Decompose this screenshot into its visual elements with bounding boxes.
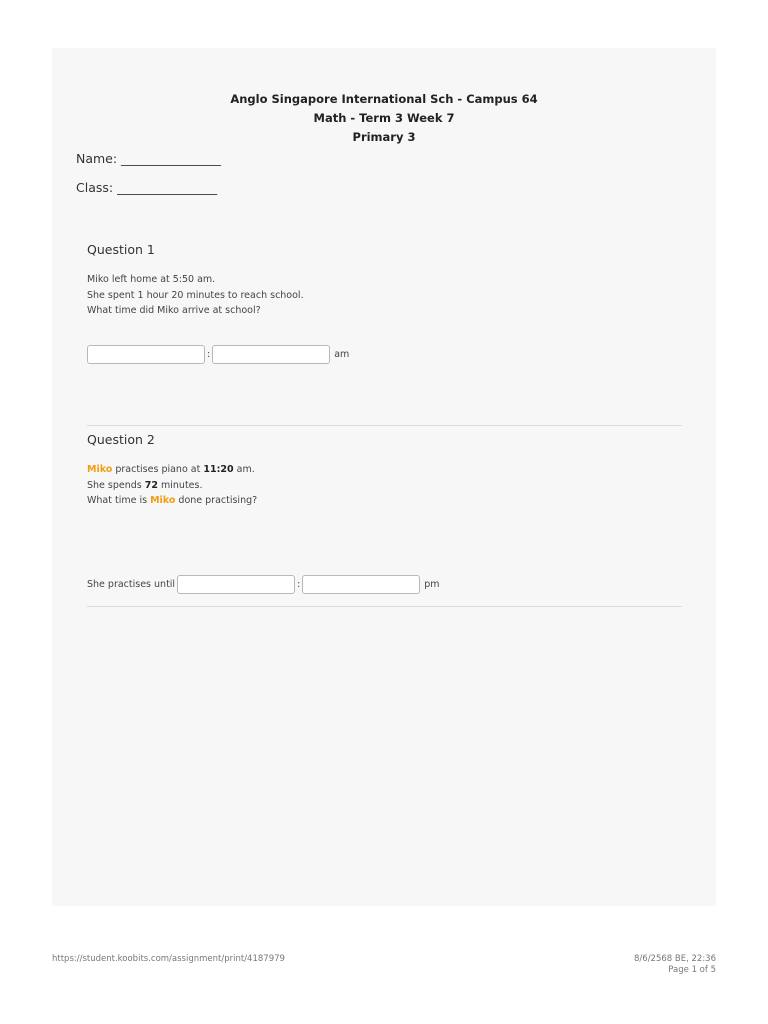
bold-time: 11:20 (203, 464, 234, 475)
hour-input[interactable] (87, 345, 205, 364)
answer-row (87, 345, 349, 364)
bold-minutes: 72 (144, 479, 158, 491)
divider (87, 425, 682, 426)
divider (87, 606, 682, 607)
class-field: Class: ________________ (76, 180, 218, 195)
worksheet-page (52, 48, 716, 906)
minute-input[interactable] (302, 575, 420, 594)
question-line: She spent 1 hour 20 minutes to reach school. (87, 289, 304, 301)
text-span: practises piano at (112, 464, 204, 475)
footer-url: https://student.koobits.com/assignment/print/4187979 (52, 954, 285, 964)
minute-input[interactable] (212, 345, 330, 364)
answer-lead-text: She practises until (87, 579, 176, 590)
footer-meta (634, 954, 716, 976)
name-field: Name: ________________ (76, 151, 222, 166)
highlight-name: Miko (87, 464, 113, 475)
question-line (87, 462, 682, 478)
text-span: minutes. (158, 479, 203, 491)
time-unit: am (334, 349, 350, 360)
question-2 (87, 432, 682, 590)
subject-title: Math - Term 3 Week 7 (313, 111, 455, 125)
question-line: Miko left home at 5:50 am. (87, 274, 216, 285)
question-line (87, 478, 682, 494)
text-span: What time is (87, 495, 151, 506)
worksheet-header (52, 90, 716, 147)
footer-page-number: Page 1 of 5 (668, 965, 716, 975)
question-title: Question 1 (87, 242, 155, 257)
time-colon: : (297, 579, 301, 590)
highlight-name: Miko (150, 495, 176, 506)
question-line (87, 493, 682, 509)
time-colon: : (207, 349, 211, 360)
hour-input[interactable] (177, 575, 295, 594)
level-title: Primary 3 (352, 130, 416, 144)
question-title: Question 2 (87, 432, 155, 447)
question-1 (87, 242, 682, 360)
footer-datetime: 8/6/2568 BE, 22:36 (634, 954, 716, 964)
school-name: Anglo Singapore International Sch - Campus 64 (230, 92, 538, 106)
question-text (87, 462, 682, 509)
question-text (87, 272, 682, 319)
text-span: am. (233, 464, 255, 475)
question-line: What time did Miko arrive at school? (87, 305, 261, 316)
text-span: done practising? (175, 495, 258, 506)
time-unit: pm (424, 579, 440, 590)
text-span: She spends (87, 479, 145, 491)
answer-row (87, 575, 440, 594)
